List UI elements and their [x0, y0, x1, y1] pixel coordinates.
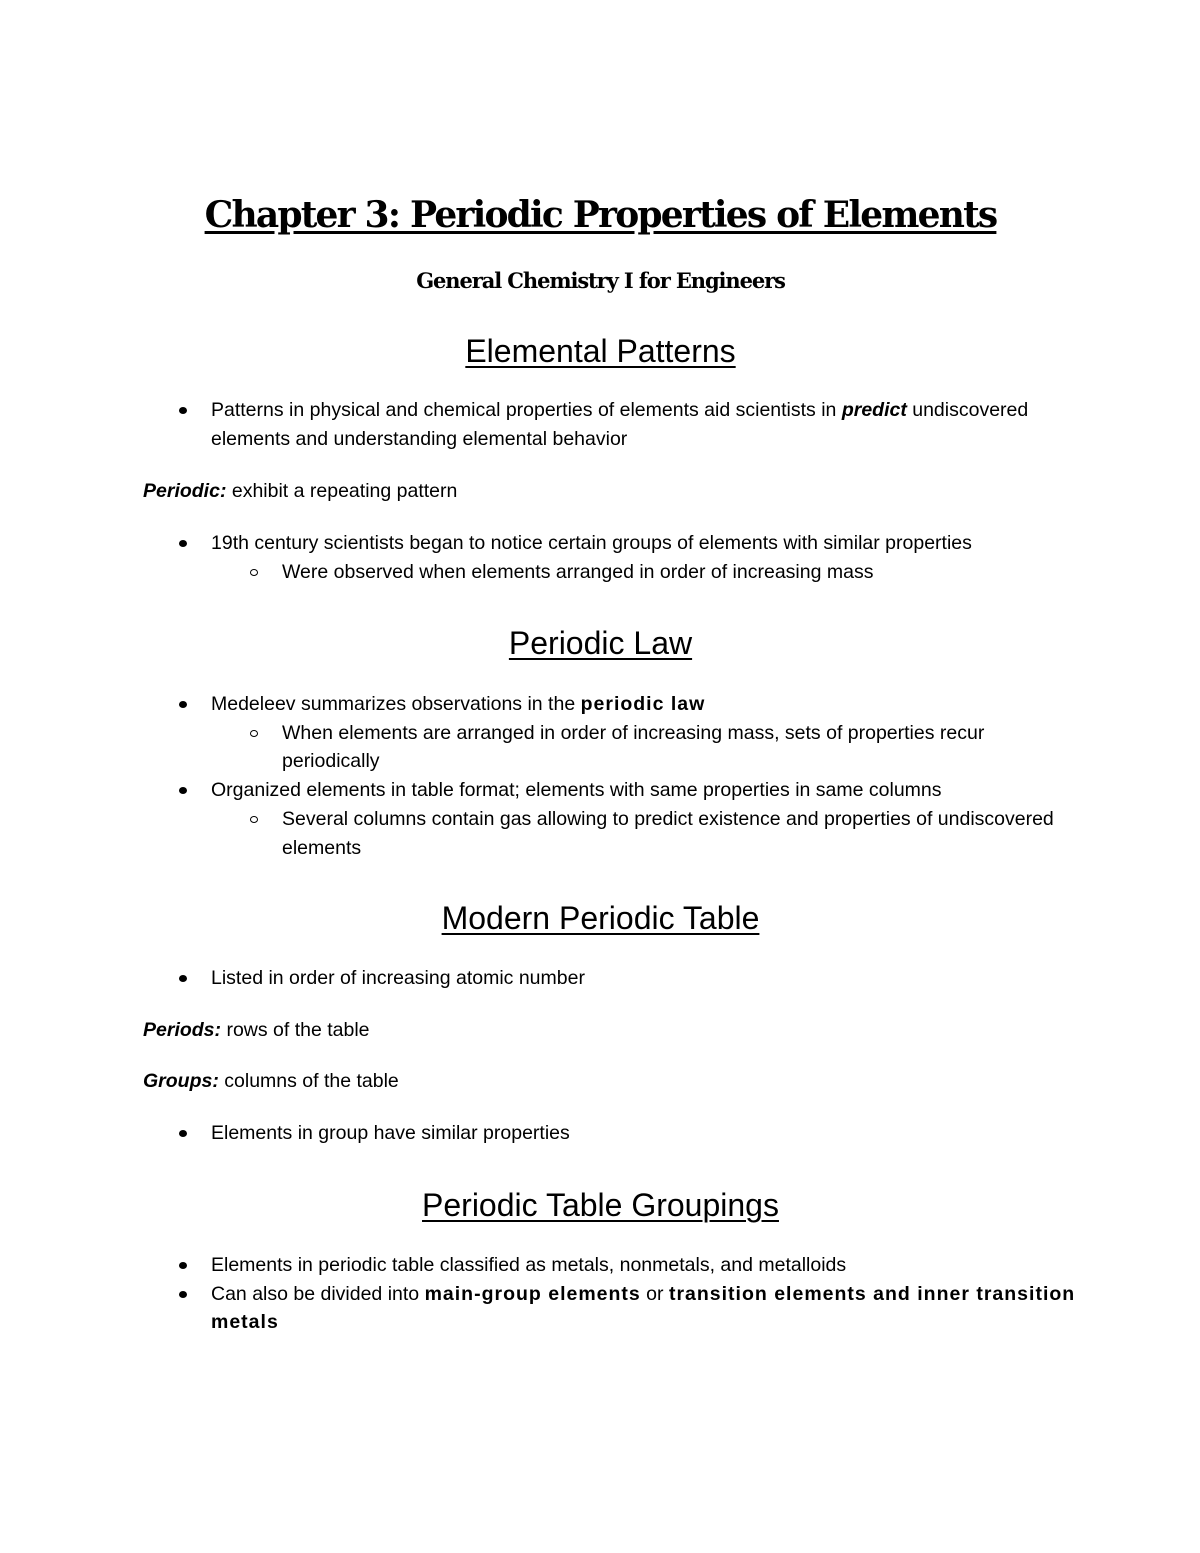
modern-table-list-2: [143, 1119, 1083, 1148]
modern-table-list-1: [143, 964, 1083, 993]
definition-term: Periodic:: [143, 480, 227, 502]
list-item-text: Elements in group have similar properties: [211, 1122, 570, 1144]
definition-periods: [143, 1016, 370, 1045]
list-item-text: 19th century scientists began to notice certain groups of elements with similar properties: [211, 532, 972, 554]
definition-periodic: [143, 477, 457, 506]
definition-term: Groups:: [143, 1070, 219, 1092]
page-subtitle: General Chemistry I for Engineers: [416, 268, 785, 293]
bullet-icon: [179, 1262, 187, 1269]
bullet-icon: [179, 787, 187, 794]
page-title: Chapter 3: Periodic Properties of Elements: [204, 194, 997, 236]
list-item: [143, 776, 1083, 805]
list-item-text: Patterns in physical and chemical properties of elements aid scientists in: [211, 399, 842, 421]
bold-text: periodic law: [580, 693, 706, 715]
list-item: [143, 396, 1083, 453]
hollow-bullet-icon: [250, 730, 258, 737]
bullet-icon: [179, 1291, 187, 1298]
definition-text: rows of the table: [221, 1019, 370, 1041]
list-item-text: or: [640, 1282, 669, 1305]
sub-list-item-text: Several columns contain gas allowing to predict existence and properties of undiscovered elements: [282, 807, 1054, 859]
sub-list-item: [143, 805, 1083, 862]
hollow-bullet-icon: [250, 569, 258, 576]
list-item: [143, 964, 1083, 993]
list-item: [143, 1280, 1083, 1337]
heading-modern-periodic-table: Modern Periodic Table: [441, 900, 760, 936]
heading-periodic-law: Periodic Law: [508, 625, 693, 661]
sub-list-item: [143, 558, 1083, 587]
bold-text: main-group elements: [424, 1282, 641, 1305]
elemental-patterns-list-2: [143, 529, 1083, 586]
definition-text: exhibit a repeating pattern: [226, 480, 458, 502]
list-item-text: undiscovered elements and understanding elemental behavior: [211, 399, 1029, 450]
list-item-text: Organized elements in table format; elements with same properties in same columns: [211, 779, 942, 802]
heading-periodic-table-groupings: Periodic Table Groupings: [422, 1187, 779, 1223]
bullet-icon: [179, 407, 187, 414]
bold-text: transition elements and inner transition metals: [211, 1282, 1076, 1334]
periodic-law-list: [143, 690, 1083, 862]
hollow-bullet-icon: [250, 816, 258, 823]
sub-list-item-text: Were observed when elements arranged in order of increasing mass: [282, 560, 874, 583]
bullet-icon: [179, 540, 187, 547]
heading-elemental-patterns: Elemental Patterns: [465, 333, 736, 369]
bullet-icon: [179, 1130, 187, 1137]
elemental-patterns-list-1: [143, 396, 1083, 453]
sub-list-item: [143, 719, 1083, 776]
definition-term: Periods:: [143, 1019, 222, 1041]
list-item-text: Listed in order of increasing atomic number: [211, 967, 585, 989]
bullet-icon: [179, 975, 187, 982]
list-item: [143, 690, 1083, 719]
definition-text: columns of the table: [218, 1070, 399, 1092]
list-item: [143, 529, 1083, 558]
sub-list-item-text: When elements are arranged in order of increasing mass, sets of properties recur periodically: [282, 721, 985, 773]
list-item: [143, 1119, 1083, 1148]
bullet-icon: [179, 701, 187, 708]
list-item-text: Medeleev summarizes observations in the: [211, 693, 581, 715]
definition-groups: [143, 1067, 399, 1096]
emphasis-text: predict: [841, 399, 907, 421]
list-item-text: Elements in periodic table classified as metals, nonmetals, and metalloids: [211, 1254, 847, 1276]
list-item: [143, 1251, 1083, 1280]
list-item-text: Can also be divided into: [211, 1282, 425, 1305]
groupings-list: [143, 1251, 1083, 1337]
